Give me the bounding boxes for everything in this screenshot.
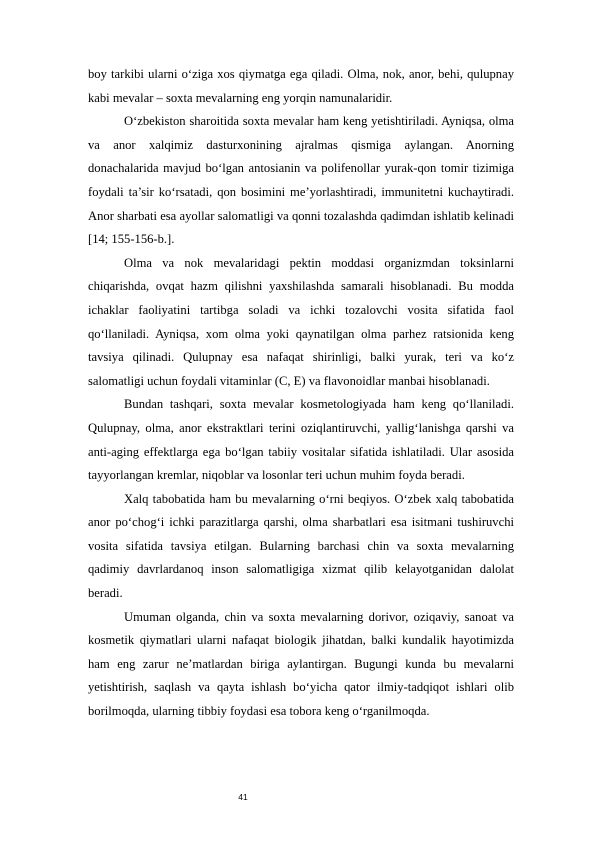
paragraph-cosmetology: Bundan tashqari, soxta mevalar kosmetologiyada ham keng qo‘llaniladi. Qulupnay, olma, anor ekstraktlari terini oziqlantiruvchi, yallig‘lanishga qarshi va anti-aging effektlarga ega bo‘lgan tabiiy vositalar sifatida ishlatiladi. Ular asosida tayyorlangan kremlar, niqoblar va losonlar teri uchun muhim foyda beradi.	[88, 397, 514, 483]
document-body	[88, 63, 514, 724]
paragraph-uzbekistan-fruits: O‘zbekiston sharoitida soxta mevalar ham keng yetishtiriladi. Ayniqsa, olma va anor xalqimiz dasturxonining ajralmas qismiga aylangan. Anorning donachalarida mavjud bo‘lgan antosianin va polifenollar yurak-qon tomir tizimiga foydali ta’sir ko‘rsatadi, qon bosimini me’yorlashtiradi, immunitetni kuchaytiradi. Anor sharbati esa ayollar salomatligi va qonni tozalashda qadimdan ishlatib kelinadi [14; 155-156-b.].	[88, 114, 514, 247]
paragraph-folk-medicine: Xalq tabobatida ham bu mevalarning o‘rni beqiyos. O‘zbek xalq tabobatida anor po‘chog‘i ichki parazitlarga qarshi, olma sharbatlari esa isitmani tushiruvchi vosita sifatida tavsiya etilgan. Bularning barchasi chin va soxta mevalarning qadimiy davrlardanoq inson salomatligiga xizmat qilib kelayotganidan dalolat beradi.	[88, 491, 514, 601]
paragraph-continuation: boy tarkibi ularni o‘ziga xos qiymatga ega qiladi. Olma, nok, anor, behi, qulupnay kabi mevalar – soxta mevalarning eng yorqin namunalaridir.	[88, 67, 514, 105]
paragraph-pectin: Olma va nok mevalaridagi pektin moddasi organizmdan toksinlarni chiqarishda, ovqat hazm qilishni yaxshilashda samarali hisoblanadi. Bu modda ichaklar faoliyatini tartibga soladi va ichki tozalovchi vosita sifatida faol qo‘llaniladi. Ayniqsa, xom olma yoki qaynatilgan olma parhez ratsionida keng tavsiya qilinadi. Qulupnay esa nafaqat shirinligi, balki yurak, teri va ko‘z salomatligi uchun foydali vitaminlar (C, E) va flavonoidlar manbai hisoblanadi.	[88, 255, 514, 388]
page-number: 41	[238, 792, 248, 802]
paragraph-conclusion: Umuman olganda, chin va soxta mevalarning dorivor, oziqaviy, sanoat va kosmetik qiymatlari ularni nafaqat biologik jihatdan, balki kundalik hayotimizda ham eng zarur ne’matlardan biriga aylantirgan. Bugungi kunda bu mevalarni yetishtirish, saqlash va qayta ishlash bo‘yicha qator ilmiy-tadqiqot ishlari olib borilmoqda, ularning tibbiy foydasi esa tobora keng o‘rganilmoqda.	[88, 609, 514, 719]
